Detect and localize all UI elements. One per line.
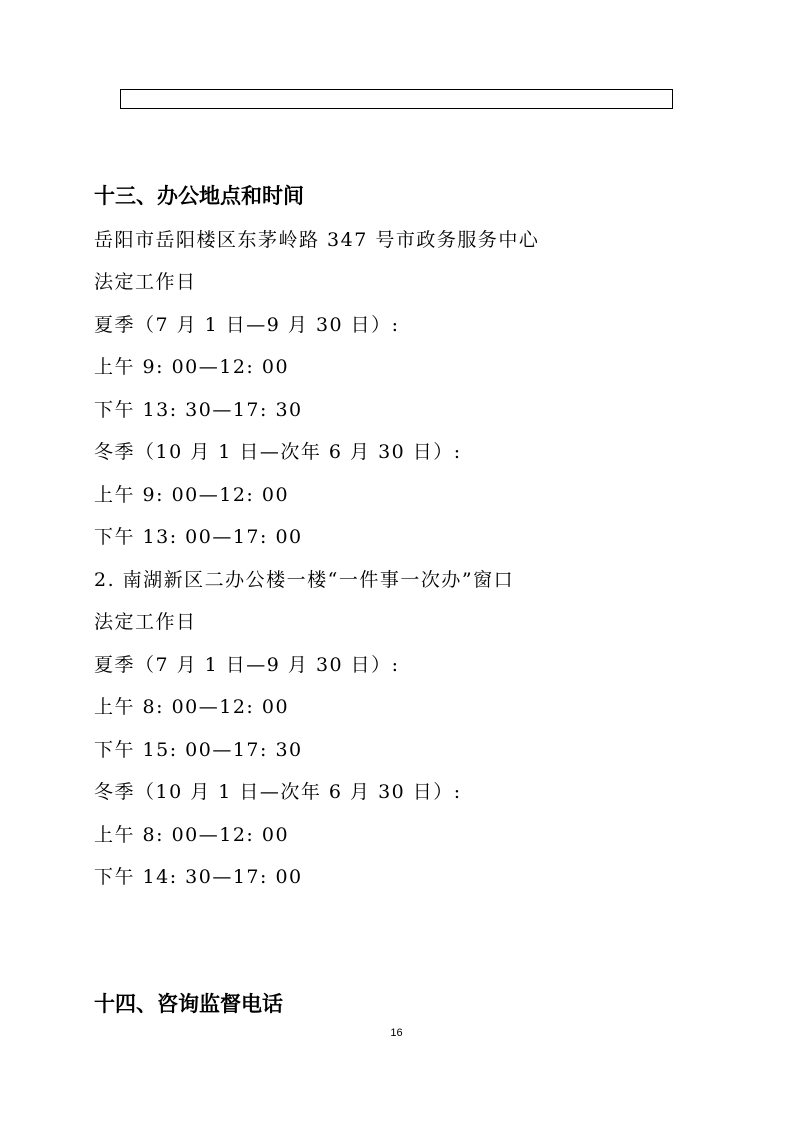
schedule-line: 夏季（7 月 1 日—9 月 30 日）: xyxy=(94,314,400,336)
schedule-line: 下午 14: 30—17: 00 xyxy=(94,866,303,888)
schedule-line: 法定工作日 xyxy=(94,611,197,633)
schedule-line: 上午 9: 00—12: 00 xyxy=(94,484,290,506)
table-bottom-row xyxy=(120,89,673,109)
schedule-line: 上午 8: 00—12: 00 xyxy=(94,824,290,846)
schedule-line: 法定工作日 xyxy=(94,271,197,293)
schedule-line: 夏季（7 月 1 日—9 月 30 日）: xyxy=(94,654,400,676)
schedule-line: 冬季（10 月 1 日—次年 6 月 30 日）: xyxy=(94,781,462,803)
schedule-line: 冬季（10 月 1 日—次年 6 月 30 日）: xyxy=(94,441,462,463)
page-number: 16 xyxy=(390,1027,403,1039)
schedule-line: 上午 8: 00—12: 00 xyxy=(94,696,290,718)
schedule-line: 下午 13: 00—17: 00 xyxy=(94,526,303,548)
schedule-line: 上午 9: 00—12: 00 xyxy=(94,356,290,378)
section-heading-hotline: 十四、咨询监督电话 xyxy=(94,992,283,1016)
schedule-line: 下午 15: 00—17: 30 xyxy=(94,739,303,761)
office-address-line: 岳阳市岳阳楼区东茅岭路 347 号市政务服务中心 xyxy=(94,229,540,251)
section-heading-office-hours: 十三、办公地点和时间 xyxy=(94,184,304,208)
schedule-line: 下午 13: 30—17: 30 xyxy=(94,399,303,421)
office-window-line: 2. 南湖新区二办公楼一楼“一件事一次办”窗口 xyxy=(94,569,515,591)
